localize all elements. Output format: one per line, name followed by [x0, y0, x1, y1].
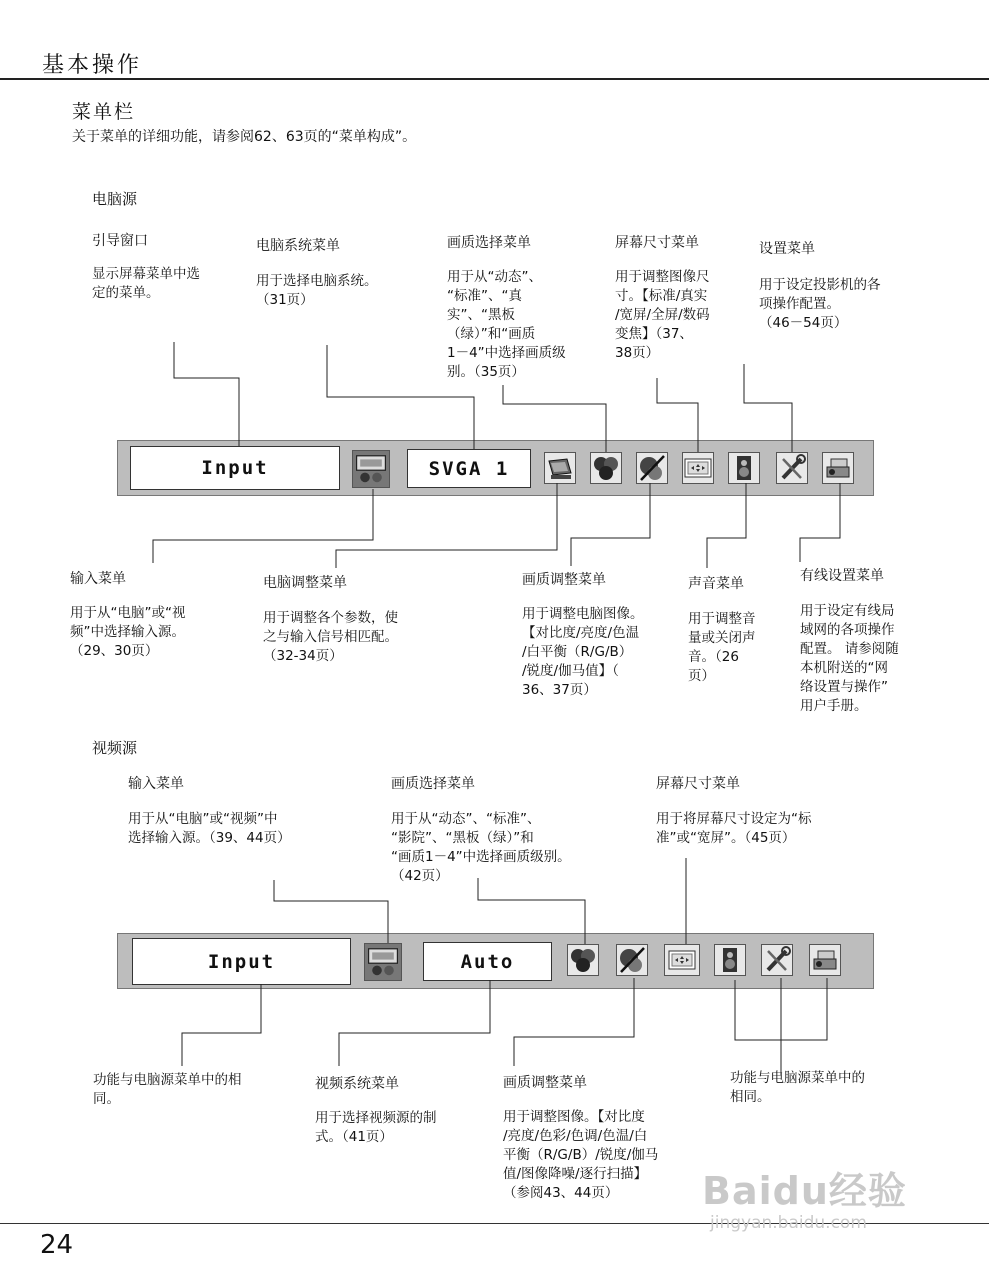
annotation-desc: 用于选择视频源的制 式。（41页） [315, 1110, 437, 1145]
watermark-brand: Baidu经验 [702, 1169, 907, 1213]
annotation-desc: 用于从“动态”、 “标准”、“真 实”、“黑板 （绿）”和“画质 1－4”中选择画质级 别。（35页） [447, 269, 566, 380]
annotation-desc: 用于调整电脑图像。 【对比度/亮度/色温 /白平衡（R/G/B） /锐度/伽马值】（ 36、37页） [522, 606, 644, 698]
annotation-desc: 用于将屏幕尺寸设定为“标 准”或“宽屏”。（45页） [656, 811, 812, 846]
annotation-desc: 用于调整图像尺 寸。【标准/真实 /宽屏/全屏/数码 变焦】（37、 38页） [615, 269, 710, 361]
annotation-desc: 用于选择电脑系统。 （31页） [256, 273, 378, 308]
annotation-title: 电脑系统菜单 [256, 238, 340, 254]
annotation-desc: 用于设定有线局 域网的各项操作 配置。 请参阅随 本机附送的“网 络设置与操作” 用户手册。 [800, 603, 899, 714]
annotation-title: 输入菜单 [70, 571, 126, 587]
annotation-title: 引导窗口 [92, 233, 148, 249]
annotation-desc: 用于调整各个参数，使 之与输入信号相匹配。 （32-34页） [263, 610, 398, 664]
video-input-box[interactable]: Input [132, 938, 351, 985]
annotation-desc: 显示屏幕菜单中选 定的菜单。 [92, 266, 200, 301]
annotation-desc: 用于调整图像。【对比度 /亮度/色彩/色调/色温/白 平衡（R/G/B）/锐度/伽马 值/图像降噪/逐行扫描】 （参阅43、44页） [503, 1109, 659, 1201]
annotation-title: 输入菜单 [128, 776, 184, 792]
annotation-title: 画质调整菜单 [503, 1075, 587, 1091]
pc-source-label: 电脑源 [92, 190, 138, 208]
annotation-title: 电脑调整菜单 [263, 575, 347, 591]
annotation-title: 声音菜单 [688, 576, 744, 592]
section-title: 菜单栏 [72, 101, 136, 123]
pc-system-box[interactable]: SVGA 1 [407, 449, 531, 488]
annotation-title: 屏幕尺寸菜单 [656, 776, 740, 792]
annotation-title: 设置菜单 [759, 241, 815, 257]
annotation-title: 画质选择菜单 [447, 235, 531, 251]
annotation-desc: 用于从“电脑”或“视 频”中选择输入源。 （29、30页） [70, 605, 186, 659]
annotation-desc: 用于从“动态”、“标准”、 “影院”、“黑板（绿）”和 “画质1－4”中选择画质级别。 （42页） [391, 811, 571, 884]
annotation-desc: 用于调整音 量或关闭声 音。（26 页） [688, 611, 756, 684]
video-system-box[interactable]: Auto [423, 942, 552, 981]
annotation-desc: 用于从“电脑”或“视频”中 选择输入源。（39、44页） [128, 811, 291, 846]
annotation-title: 视频系统菜单 [315, 1076, 399, 1092]
header-title: 基本操作 [42, 53, 143, 78]
annotation-title: 画质调整菜单 [522, 572, 606, 588]
page-number: 24 [40, 1230, 74, 1260]
video-source-label: 视频源 [92, 739, 138, 757]
annotation-desc: 功能与电脑源菜单中的相 同。 [93, 1072, 242, 1107]
annotation-desc: 功能与电脑源菜单中的 相同。 [730, 1070, 865, 1105]
pc-input-box[interactable]: Input [130, 446, 340, 490]
annotation-title: 有线设置菜单 [800, 568, 884, 584]
annotation-title: 屏幕尺寸菜单 [615, 235, 699, 251]
watermark-url: jingyan.baidu.com [710, 1213, 867, 1233]
section-intro: 关于菜单的详细功能，请参阅62、63页的“菜单构成”。 [72, 129, 417, 145]
annotation-desc: 用于设定投影机的各 项操作配置。 （46－54页） [759, 277, 881, 331]
annotation-title: 画质选择菜单 [391, 776, 475, 792]
